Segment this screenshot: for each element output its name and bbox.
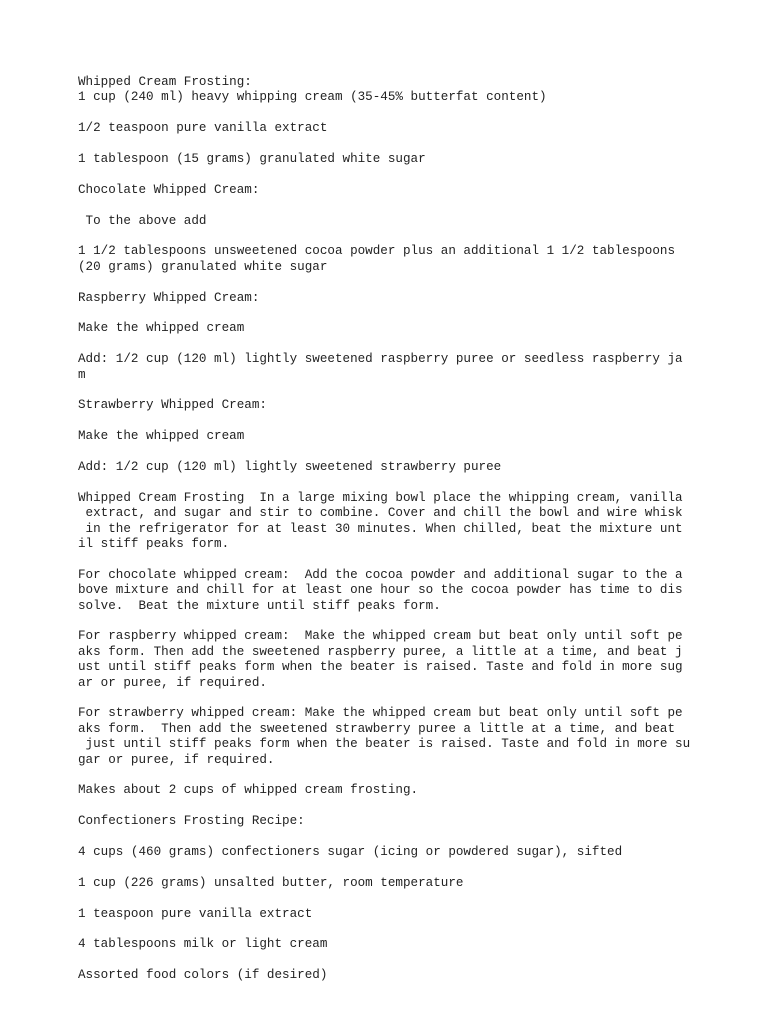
text-line: ust until stiff peaks form when the beater is raised. Taste and fold in more sug [78, 660, 683, 675]
paragraph [78, 968, 698, 983]
text-line: Whipped Cream Frosting: [78, 75, 252, 89]
text-line: Confectioners Frosting Recipe: [78, 814, 305, 829]
text-line: 4 cups (460 grams) confectioners sugar (icing or powdered sugar), sifted [78, 845, 623, 860]
paragraph [78, 460, 698, 475]
text-line: solve. Beat the mixture until stiff peaks form. [78, 598, 441, 613]
paragraph [78, 75, 698, 106]
paragraph [78, 491, 698, 553]
paragraph [78, 814, 698, 829]
paragraph [78, 629, 698, 691]
text-line: aks form. Then add the sweetened strawberry puree a little at a time, and beat [78, 721, 676, 736]
text-line: m [78, 367, 86, 382]
text-line: 1 cup (240 ml) heavy whipping cream (35-45% butterfat content) [78, 90, 547, 105]
text-line: 1 1/2 tablespoons unsweetened cocoa powder plus an additional 1 1/2 tablespoons [78, 244, 676, 259]
text-line: bove mixture and chill for at least one hour so the cocoa powder has time to dis [78, 583, 683, 598]
text-line: For strawberry whipped cream: Make the whipped cream but beat only until soft pe [78, 706, 683, 721]
paragraph [78, 568, 698, 614]
paragraph [78, 121, 698, 136]
text-line: il stiff peaks form. [78, 537, 230, 551]
paragraph [78, 429, 698, 444]
text-line: 4 tablespoons milk or light cream [78, 937, 328, 952]
paragraph [78, 706, 698, 768]
paragraph [78, 214, 698, 229]
text-line: 1/2 teaspoon pure vanilla extract [78, 121, 328, 136]
text-line: 1 tablespoon (15 grams) granulated white sugar [78, 152, 426, 166]
paragraph [78, 783, 698, 798]
paragraph [78, 321, 698, 336]
text-line: Assorted food colors (if desired) [78, 968, 328, 983]
paragraph [78, 937, 698, 952]
text-line: Chocolate Whipped Cream: [78, 182, 260, 197]
paragraph [78, 152, 698, 167]
paragraph [78, 876, 698, 891]
text-line: (20 grams) granulated white sugar [78, 259, 328, 274]
text-line: extract, and sugar and stir to combine. Cover and chill the bowl and wire whisk [78, 506, 683, 521]
recipe-text [78, 75, 698, 999]
paragraph [78, 845, 698, 860]
text-line: 1 cup (226 grams) unsalted butter, room temperature [78, 875, 464, 890]
paragraph [78, 352, 698, 383]
text-line: For raspberry whipped cream: Make the whipped cream but beat only until soft pe [78, 629, 683, 644]
text-line: Add: 1/2 cup (120 ml) lightly sweetened raspberry puree or seedless raspberry ja [78, 352, 683, 367]
text-line: To the above add [78, 213, 207, 228]
text-line: Add: 1/2 cup (120 ml) lightly sweetened strawberry puree [78, 459, 502, 474]
text-line: For chocolate whipped cream: Add the cocoa powder and additional sugar to the a [78, 567, 683, 582]
paragraph [78, 907, 698, 922]
text-line: Whipped Cream Frosting In a large mixing bowl place the whipping cream, vanilla [78, 490, 683, 505]
paragraph [78, 244, 698, 275]
text-line: aks form. Then add the sweetened raspberry puree, a little at a time, and beat j [78, 644, 683, 659]
paragraph [78, 291, 698, 306]
paragraph [78, 398, 698, 413]
text-line: ar or puree, if required. [78, 675, 267, 690]
text-line: Strawberry Whipped Cream: [78, 398, 267, 413]
paragraph [78, 183, 698, 198]
text-line: Make the whipped cream [78, 321, 245, 336]
text-line: in the refrigerator for at least 30 minutes. When chilled, beat the mixture unt [78, 521, 683, 536]
text-line: Makes about 2 cups of whipped cream frosting. [78, 783, 419, 798]
text-line: Raspberry Whipped Cream: [78, 290, 260, 305]
text-line: just until stiff peaks form when the beater is raised. Taste and fold in more su [78, 737, 691, 752]
text-line: Make the whipped cream [78, 429, 245, 444]
text-line: gar or puree, if required. [78, 752, 275, 767]
text-line: 1 teaspoon pure vanilla extract [78, 906, 313, 921]
